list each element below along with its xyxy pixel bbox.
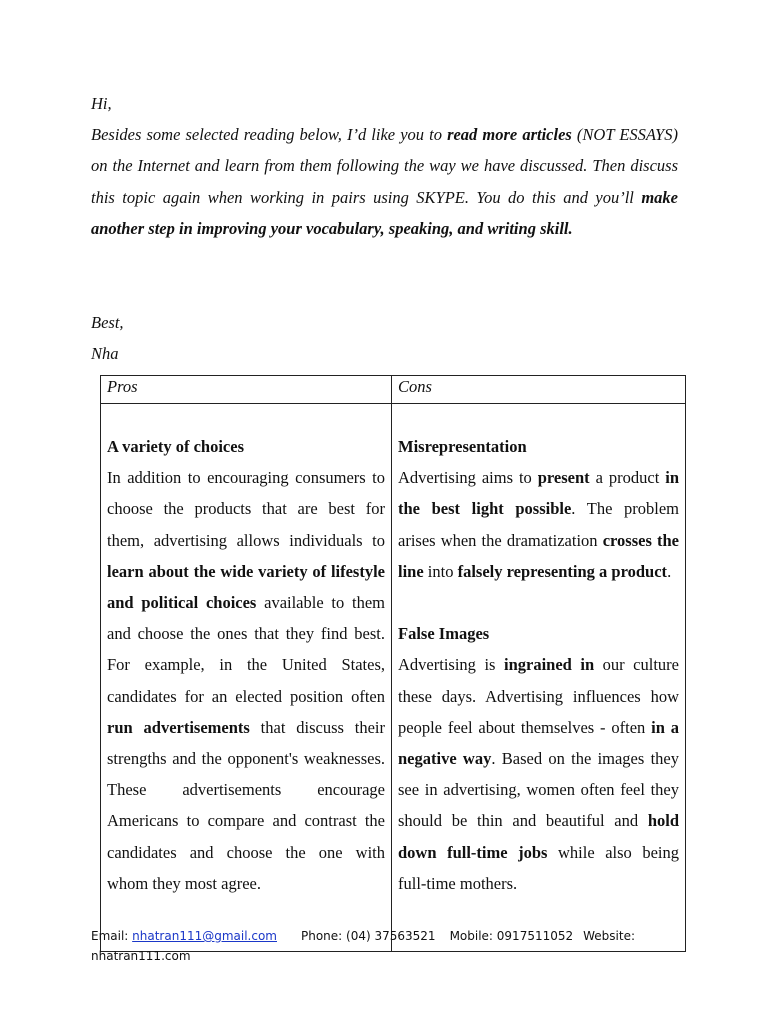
footer-line-2 bbox=[91, 946, 691, 966]
section-heading: False Images bbox=[398, 624, 490, 644]
website-text: nhatran111.com bbox=[91, 949, 191, 963]
text-run: . Based on the images they see in advertising, women often feel they should be thin and beautiful and bbox=[398, 749, 679, 831]
mobile-text: Mobile: 0917511052 bbox=[449, 929, 574, 943]
text-run: while also being full-time mothers. bbox=[398, 842, 679, 893]
text-run: our culture these days. Advertising influences how people feel about themselves - often bbox=[398, 655, 679, 737]
bold-text: in a negative way bbox=[398, 717, 679, 769]
section-heading: Misrepresentation bbox=[398, 437, 527, 456]
website-label: Website: bbox=[583, 929, 636, 943]
text-run: . The problem arises when the dramatization bbox=[398, 499, 679, 550]
section-gap bbox=[398, 587, 679, 618]
cons-content bbox=[398, 404, 679, 951]
bold-text: in the best light possible bbox=[398, 468, 679, 519]
bold-text: hold down full-time jobs bbox=[398, 811, 679, 862]
bold-text: crosses the line bbox=[398, 530, 679, 581]
bold-text: falsely representing a product bbox=[457, 561, 668, 581]
pros-header: Pros bbox=[101, 376, 392, 404]
cons-cell bbox=[392, 404, 686, 952]
pros-cons-table bbox=[100, 375, 686, 952]
bold-text: learn about the wide variety of lifestyle and political choices bbox=[107, 561, 385, 613]
table-header-row bbox=[101, 376, 686, 404]
text-run: Besides some selected reading below, I’d like you to bbox=[91, 125, 448, 145]
text-run: available to them and choose the ones that they find best. For example, in the United States, candidates for an elected position often bbox=[107, 593, 385, 706]
text-run: into bbox=[423, 561, 458, 581]
text-run: Advertising is bbox=[398, 655, 504, 675]
phone-text: Phone: (04) 37563521 bbox=[301, 929, 436, 943]
text-run: (NOT ESSAYS) on the Internet and learn from them following the way we have discussed. Then discuss this topic again when working in pairs using SKYPE. You do this and you’ll bbox=[91, 125, 678, 207]
text-run: In addition to encouraging consumers to choose the products that are best for them, advertising allows individuals to bbox=[107, 468, 385, 550]
pros-cell bbox=[101, 404, 392, 952]
letter-signoff bbox=[91, 307, 124, 369]
section-heading: A variety of choices bbox=[107, 437, 245, 456]
text-run: a product bbox=[589, 468, 666, 488]
closing: Best, bbox=[91, 313, 124, 332]
pros-content bbox=[107, 404, 385, 951]
bold-text: make another step in improving your vocabulary, speaking, and writing skill. bbox=[91, 187, 678, 238]
cons-header: Cons bbox=[392, 376, 686, 404]
text-run: . bbox=[667, 561, 672, 581]
bold-text: read more articles bbox=[447, 125, 572, 145]
text-run: that discuss their strengths and the opponent's weaknesses. These advertisements encourage Americans to compare and contrast the candidates and choose the one with whom they most agree. bbox=[107, 717, 385, 893]
bold-text: present bbox=[537, 468, 590, 488]
bold-text: ingrained in bbox=[503, 655, 595, 675]
signature: Nha bbox=[91, 344, 119, 363]
letter-body bbox=[91, 88, 678, 244]
email-label: Email: bbox=[91, 929, 133, 943]
footer-line-1 bbox=[91, 926, 691, 946]
text-run: Advertising aims to bbox=[398, 468, 538, 488]
greeting: Hi, bbox=[91, 94, 112, 113]
letter-paragraph bbox=[91, 119, 678, 244]
bold-text: run advertisements bbox=[107, 717, 250, 737]
page-footer bbox=[91, 926, 691, 966]
email-link[interactable]: nhatran111@gmail.com bbox=[132, 929, 277, 943]
table-body-row bbox=[101, 404, 686, 952]
